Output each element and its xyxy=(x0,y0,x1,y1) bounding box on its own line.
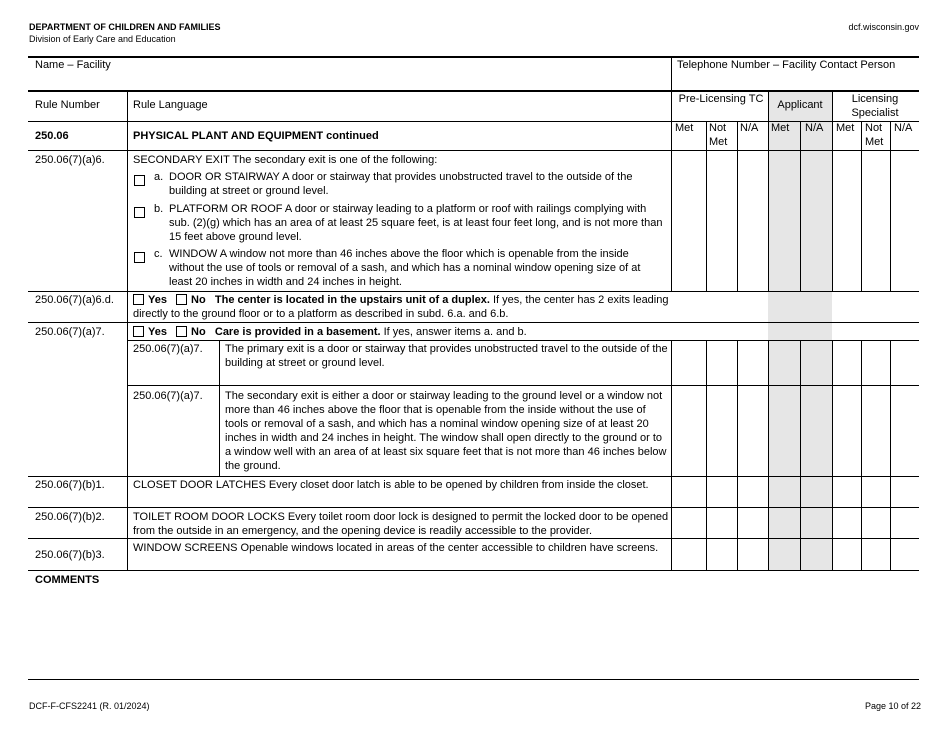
applicant-header: Applicant xyxy=(777,99,823,111)
name-facility-field[interactable] xyxy=(29,74,669,88)
yes-label: Yes xyxy=(148,294,167,306)
rule-text: CLOSET DOOR LATCHES Every closet door latch is able to be opened by children from inside the closet. xyxy=(133,479,649,491)
website[interactable]: dcf.wisconsin.gov xyxy=(848,22,919,32)
section-title: PHYSICAL PLANT AND EQUIPMENT continued xyxy=(133,130,379,142)
option-letter: b. xyxy=(154,203,164,215)
met-header: Met xyxy=(836,122,855,134)
comments-field[interactable] xyxy=(29,590,918,675)
option-text: WINDOW A window not more than 46 inches above the floor which is openable from the inside without the use of tools or removal of a sash, and which has a nominal window opening size of at least 20 inches in width and 24 inches in height. xyxy=(169,248,641,288)
yes-checkbox[interactable] xyxy=(133,326,144,337)
no-label: No xyxy=(191,294,206,306)
department-name: DEPARTMENT OF CHILDREN AND FAMILIES xyxy=(29,22,221,32)
option-text: DOOR OR STAIRWAY A door or stairway that provides unobstructed travel to the outside of the building at street or ground level. xyxy=(169,171,633,197)
yes-label: Yes xyxy=(148,326,167,338)
rule-number-header: Rule Number xyxy=(35,99,100,111)
na-header: N/A xyxy=(805,122,824,134)
rule-language-header: Rule Language xyxy=(133,99,208,111)
no-checkbox[interactable] xyxy=(176,326,187,337)
rule-number: 250.06(7)(b)2. xyxy=(35,511,105,523)
sub-rule-text: The secondary exit is either a door or stairway leading to the ground level or a window not more than 46 inches above the floor that is openable from the inside without the use of tools or removal of a sash, and which has a nominal window opening size of at least 20 inches in width and 24 inches in height. The window shall open directly to the ground or to a window well with an area of at least six square feet that is not more than 46 inches below the ground. xyxy=(225,390,667,472)
telephone-label: Telephone Number – Facility Contact Person xyxy=(677,59,896,71)
form-id: DCF-F-CFS2241 (R. 01/2024) xyxy=(29,701,150,711)
rule-text xyxy=(133,325,669,339)
rule-text xyxy=(133,293,669,321)
question: The center is located in the upstairs unit of a duplex. xyxy=(214,294,490,306)
option-letter: c. xyxy=(154,248,163,260)
rule-text: SECONDARY EXIT The secondary exit is one of the following: xyxy=(133,154,438,166)
sub-rule-number: 250.06(7)(a)7. xyxy=(133,343,203,355)
no-checkbox[interactable] xyxy=(176,294,187,305)
yes-checkbox[interactable] xyxy=(133,294,144,305)
licensing-specialist-header: Licensing Specialist xyxy=(851,93,899,119)
division-name: Division of Early Care and Education xyxy=(29,34,176,44)
question-detail: If yes, the center has 2 exits leading directly to the ground floor or to a platform as described in subd. 6.a. and 6.b. xyxy=(133,294,669,320)
rule-text: WINDOW SCREENS Openable windows located in areas of the center accessible to children have screens. xyxy=(133,542,659,554)
name-facility-label: Name – Facility xyxy=(35,59,111,71)
section-number: 250.06 xyxy=(35,130,69,142)
telephone-field[interactable] xyxy=(673,74,917,88)
checkbox[interactable] xyxy=(134,171,149,189)
rule-number: 250.06(7)(b)1. xyxy=(35,479,105,491)
checkbox[interactable] xyxy=(134,203,149,221)
rule-number: 250.06(7)(a)6.d. xyxy=(35,294,114,306)
comments-label: COMMENTS xyxy=(35,574,100,586)
met-header: Met xyxy=(675,122,694,134)
rule-number: 250.06(7)(b)3. xyxy=(35,549,105,561)
not-met-header: Not Met xyxy=(709,122,728,148)
na-header: N/A xyxy=(740,122,759,134)
prelicensing-header: Pre-Licensing TC xyxy=(678,93,764,105)
option-text: PLATFORM OR ROOF A door or stairway leading to a platform or roof with railings complying with sub. (2)(g) which has an area of at least 25 square feet, is at least four feet long, and is not more than 15 feet above ground level. xyxy=(169,203,663,243)
checkbox[interactable] xyxy=(134,248,149,266)
not-met-header: Not Met xyxy=(865,122,884,148)
rule-text: TOILET ROOM DOOR LOCKS Every toilet room door lock is designed to permit the locked door to be opened from the outside in an emergency, and the opening device is readily accessible to the provider. xyxy=(133,511,669,537)
rule-number: 250.06(7)(a)6. xyxy=(35,154,105,166)
na-header: N/A xyxy=(894,122,913,134)
option-letter: a. xyxy=(154,171,164,183)
question-detail: If yes, answer items a. and b. xyxy=(380,326,527,338)
rule-number: 250.06(7)(a)7. xyxy=(35,326,105,338)
page-number: Page 10 of 22 xyxy=(864,701,921,711)
no-label: No xyxy=(191,326,206,338)
sub-rule-text: The primary exit is a door or stairway that provides unobstructed travel to the outside of the building at street or ground level. xyxy=(225,343,668,369)
sub-rule-number: 250.06(7)(a)7. xyxy=(133,390,203,402)
met-header: Met xyxy=(771,122,790,134)
question: Care is provided in a basement. xyxy=(214,326,381,338)
